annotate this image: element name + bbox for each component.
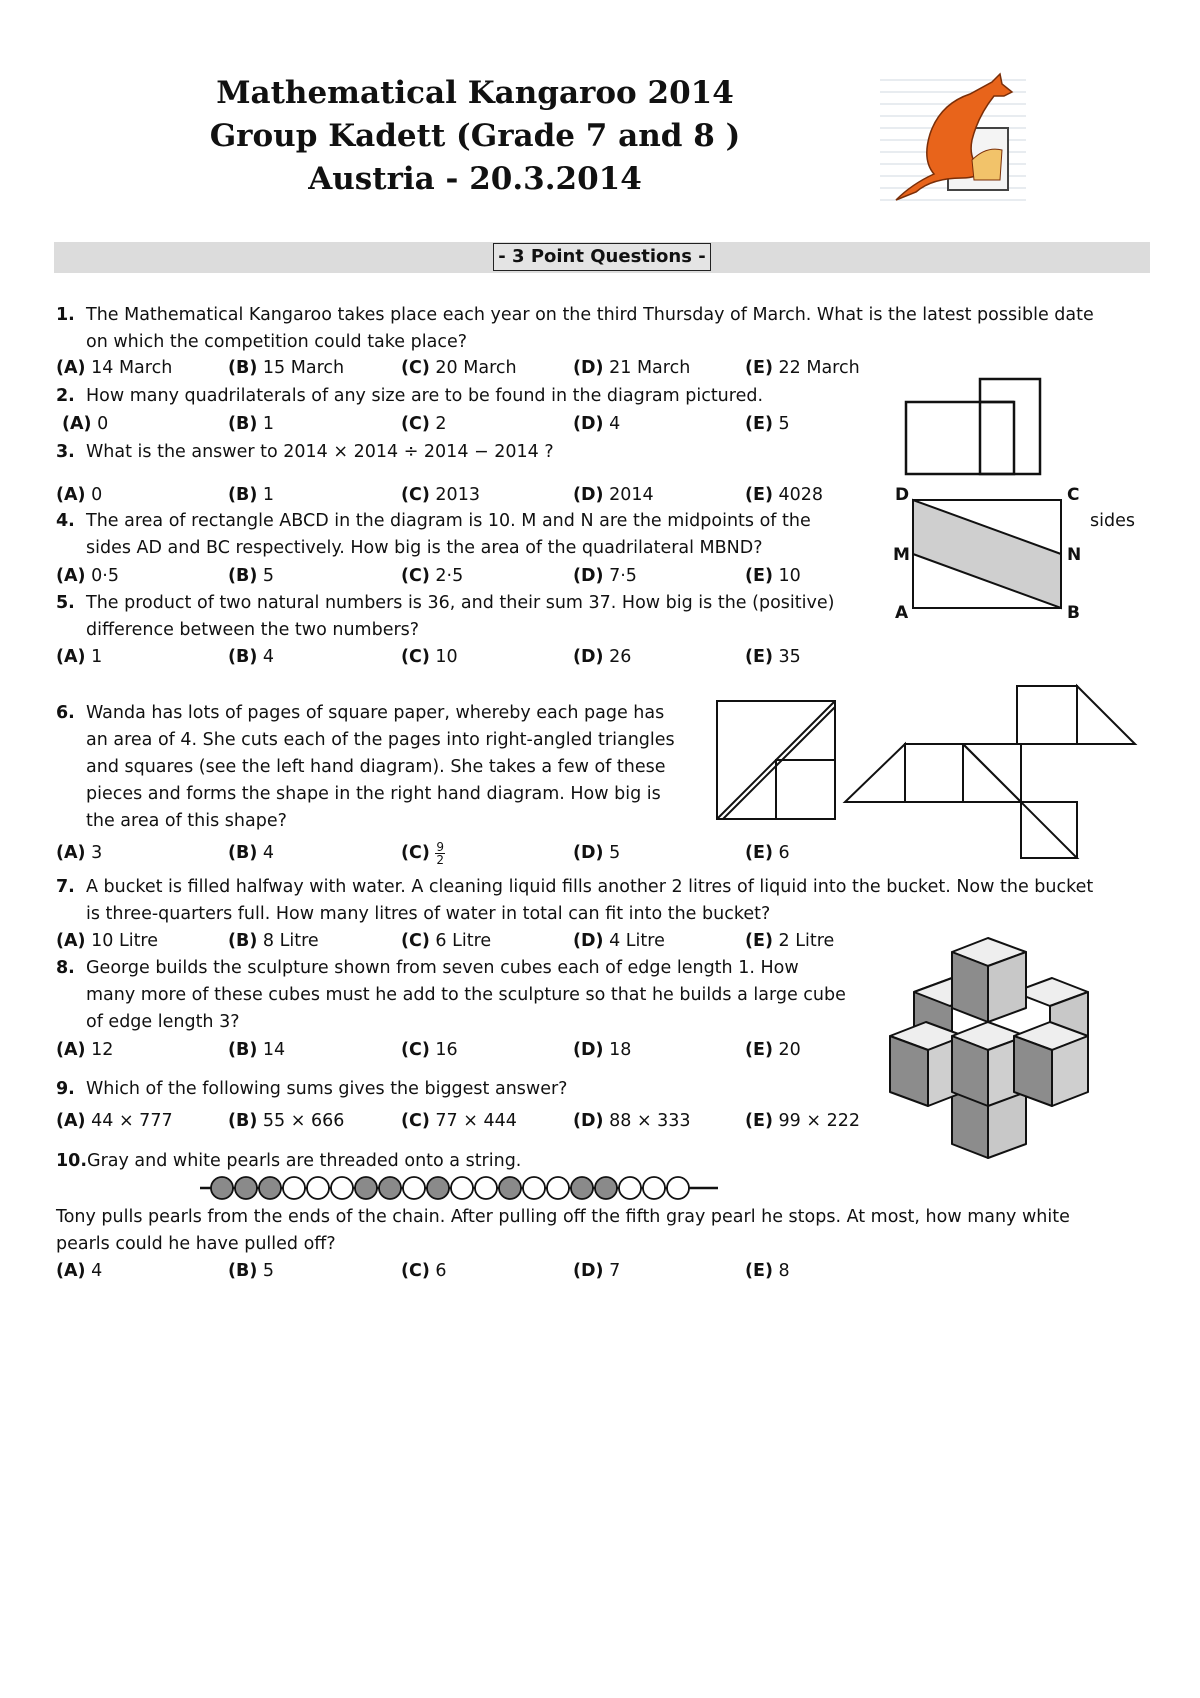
answer-d: (D) 18 [573, 1040, 632, 1060]
question-number: 5. [56, 593, 75, 613]
answer-b: (B) 8 Litre [228, 931, 319, 951]
white-pearl [619, 1177, 641, 1199]
question-number: 6. [56, 703, 75, 723]
answer-d: (D) 21 March [573, 358, 691, 378]
answer-a: (A) 3 [56, 843, 103, 863]
answer-b: (B) 55 × 666 [228, 1111, 345, 1131]
rectangle-abcd-diagram [895, 484, 1095, 624]
answer-b: (B) 5 [228, 566, 275, 586]
question-number: 3. [56, 442, 75, 462]
cube-sculpture-diagram [888, 938, 1118, 1178]
white-pearl [331, 1177, 353, 1199]
answer-a: (A) 4 [56, 1261, 103, 1281]
question-text: The Mathematical Kangaroo takes place each year on the third Thursday of March. What is the latest possible date [86, 305, 1094, 325]
question-text: The area of rectangle ABCD in the diagram is 10. M and N are the midpoints of the [86, 511, 811, 531]
white-pearl [523, 1177, 545, 1199]
gray-pearl [235, 1177, 257, 1199]
question-4 [56, 508, 811, 535]
question-text: pieces and forms the shape in the right hand diagram. How big is [86, 784, 661, 804]
answer-c: (C) 6 [401, 1261, 447, 1281]
white-pearl [283, 1177, 305, 1199]
answer-e: (E) 35 [745, 647, 801, 667]
quadrilaterals-diagram [904, 377, 1044, 485]
section-label: - 3 Point Questions - [493, 243, 711, 271]
gray-pearl [211, 1177, 233, 1199]
answer-d: (D) 26 [573, 647, 632, 667]
label-c: C [1067, 485, 1080, 505]
gray-pearl [427, 1177, 449, 1199]
label-m: M [893, 545, 910, 565]
label-d: D [895, 485, 910, 505]
white-pearl [667, 1177, 689, 1199]
answer-c: (C) 2 [401, 414, 447, 434]
label-n: N [1067, 545, 1082, 565]
answer-b: (B) 4 [228, 843, 275, 863]
gray-pearl [499, 1177, 521, 1199]
white-pearl [307, 1177, 329, 1199]
answer-e: (E) 6 [745, 843, 790, 863]
question-3 [56, 439, 554, 466]
white-pearl [403, 1177, 425, 1199]
answer-e: (E) 4028 [745, 485, 824, 505]
question-7 [56, 874, 1093, 901]
question-number: 2. [56, 386, 75, 406]
answer-c: (C) 6 Litre [401, 931, 492, 951]
answer-d: (D) 88 × 333 [573, 1111, 691, 1131]
answer-a: (A) 0·5 [56, 566, 119, 586]
answer-d: (D) 7 [573, 1261, 621, 1281]
question-number: 1. [56, 305, 75, 325]
question-text: How many quadrilaterals of any size are to be found in the diagram pictured. [86, 386, 764, 406]
question-text: pearls could he have pulled off? [56, 1234, 336, 1254]
question-text: The product of two natural numbers is 36, and their sum 37. How big is the (positive) [86, 593, 835, 613]
question-text: Wanda has lots of pages of square paper, whereby each page has [86, 703, 665, 723]
white-pearl [475, 1177, 497, 1199]
white-pearl [643, 1177, 665, 1199]
stray-word: sides [1090, 511, 1135, 531]
answer-b: (B) 5 [228, 1261, 275, 1281]
question-2 [56, 383, 763, 410]
answer-c: (C) 20 March [401, 358, 517, 378]
white-pearl [451, 1177, 473, 1199]
question-text: an area of 4. She cuts each of the pages into right-angled triangles [86, 730, 675, 750]
question-text: Gray and white pearls are threaded onto a string. [87, 1151, 522, 1171]
answer-d: (D) 5 [573, 843, 621, 863]
question-text: sides AD and BC respectively. How big is the area of the quadrilateral MBND? [86, 538, 763, 558]
question-text: the area of this shape? [86, 811, 287, 831]
question-8 [56, 955, 799, 982]
answer-b: (B) 4 [228, 647, 275, 667]
answer-a: (A) 44 × 777 [56, 1111, 173, 1131]
assembled-shape-diagram [845, 684, 1135, 864]
answer-b: (B) 1 [228, 414, 275, 434]
answer-c: (C) 2013 [401, 485, 480, 505]
question-text: on which the competition could take place? [86, 332, 467, 352]
answer-d: (D) 4 Litre [573, 931, 665, 951]
title-line-3: Austria - 20.3.2014 [308, 161, 642, 197]
answer-c: (C) 77 × 444 [401, 1111, 517, 1131]
answer-e: (E) 10 [745, 566, 801, 586]
answer-e: (E) 99 × 222 [745, 1111, 860, 1131]
question-text: A bucket is filled halfway with water. A cleaning liquid fills another 2 litres of liquid into the bucket. Now the bucket [86, 877, 1094, 897]
question-10 [56, 1148, 521, 1175]
question-number: 8. [56, 958, 75, 978]
title-line-2: Group Kadett (Grade 7 and 8 ) [209, 118, 741, 154]
question-text: What is the answer to 2014 × 2014 ÷ 2014 − 2014 ? [86, 442, 554, 462]
answer-a: (A) 14 March [56, 358, 173, 378]
answer-a: (A) 0 [56, 485, 103, 505]
question-number: 7. [56, 877, 75, 897]
answer-a: (A) 10 Litre [56, 931, 159, 951]
answer-a: (A) 12 [56, 1040, 114, 1060]
question-text: difference between the two numbers? [86, 620, 420, 640]
answer-d: (D) 7·5 [573, 566, 637, 586]
answer-c: (C) 10 [401, 647, 458, 667]
answer-c: (C) 16 [401, 1040, 458, 1060]
gray-pearl [355, 1177, 377, 1199]
question-text: Tony pulls pearls from the ends of the chain. After pulling off the fifth gray pearl he stops. At most, how many white [56, 1207, 1070, 1227]
question-5 [56, 590, 834, 617]
question-text: of edge length 3? [86, 1012, 240, 1032]
question-number: 9. [56, 1079, 75, 1099]
answer-e: (E) 2 Litre [745, 931, 835, 951]
answer-e: (E) 22 March [745, 358, 860, 378]
answer-c: (C) $\frac{9}{2}$ [401, 839, 445, 867]
question-text: George builds the sculpture shown from seven cubes each of edge length 1. How [86, 958, 799, 978]
answer-a: (A) 1 [56, 647, 103, 667]
answer-e: (E) 20 [745, 1040, 801, 1060]
question-number: 10. [56, 1151, 88, 1171]
question-9 [56, 1076, 567, 1103]
gray-pearl [259, 1177, 281, 1199]
question-text: many more of these cubes must he add to the sculpture so that he builds a large cube [86, 985, 846, 1005]
question-6 [56, 700, 664, 727]
page-title [195, 72, 755, 201]
answer-b: (B) 1 [228, 485, 275, 505]
answer-d: (D) 4 [573, 414, 621, 434]
answer-e: (E) 5 [745, 414, 790, 434]
kangaroo-logo-icon [880, 70, 1026, 212]
gray-pearl [595, 1177, 617, 1199]
answer-b: (B) 14 [228, 1040, 286, 1060]
label-b: B [1067, 603, 1080, 623]
question-number: 4. [56, 511, 75, 531]
fraction: $\frac{9}{2}$ [436, 839, 445, 867]
question-text: Which of the following sums gives the biggest answer? [86, 1079, 568, 1099]
question-text: is three-quarters full. How many litres of water in total can fit into the bucket? [86, 904, 771, 924]
gray-pearl [571, 1177, 593, 1199]
pearl-string-diagram [200, 1174, 720, 1202]
cut-square-diagram [716, 700, 838, 822]
question-text: and squares (see the left hand diagram). She takes a few of these [86, 757, 666, 777]
answer-e: (E) 8 [745, 1261, 790, 1281]
answer-d: (D) 2014 [573, 485, 654, 505]
answer-a: (A) 0 [62, 414, 109, 434]
label-a: A [895, 603, 909, 623]
answer-c: (C) 2·5 [401, 566, 464, 586]
white-pearl [547, 1177, 569, 1199]
question-1 [56, 302, 1094, 329]
answer-b: (B) 15 March [228, 358, 345, 378]
title-line-1: Mathematical Kangaroo 2014 [216, 75, 734, 111]
gray-pearl [379, 1177, 401, 1199]
